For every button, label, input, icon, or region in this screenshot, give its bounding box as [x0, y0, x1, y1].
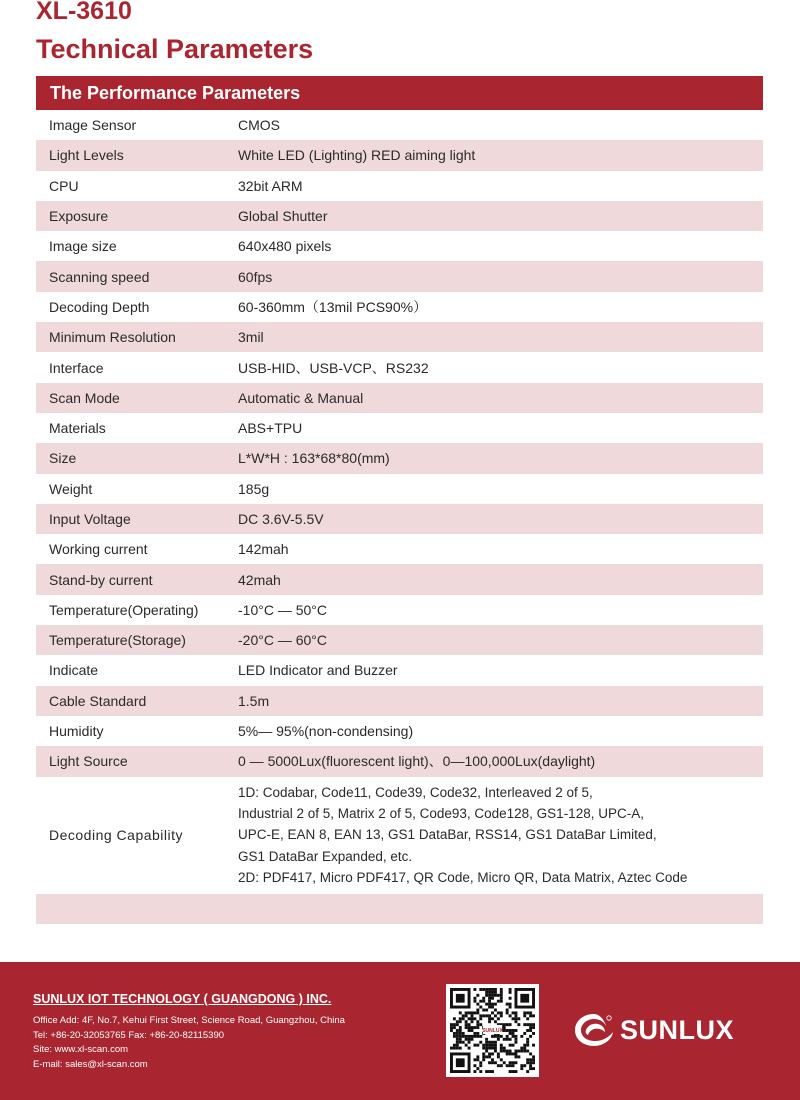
brand-logo	[572, 1010, 734, 1050]
sunlux-logo-icon	[572, 1010, 616, 1050]
spec-label: Working current	[49, 541, 148, 558]
spec-value: 1.5m	[238, 692, 270, 709]
spec-label: Indicate	[49, 662, 99, 679]
decoding-line: GS1 DataBar Expanded, etc.	[238, 848, 413, 864]
model-number: XL-3610	[36, 0, 132, 25]
spec-row	[36, 504, 763, 534]
spec-label: Scan Mode	[49, 389, 120, 406]
spec-row-decoding	[36, 777, 763, 894]
spec-value: 32bit ARM	[238, 177, 303, 194]
spec-value: ABS+TPU	[238, 420, 303, 437]
spec-label: Image Sensor	[49, 117, 137, 134]
phone-fax: Tel: +86-20-32053765 Fax: +86-20-82115390	[33, 1029, 225, 1041]
spec-row	[36, 292, 763, 322]
spec-label: Minimum Resolution	[49, 329, 176, 346]
spec-label: Interface	[49, 359, 104, 376]
spec-value: 142mah	[238, 541, 289, 558]
spec-value: CMOS	[238, 117, 280, 134]
spec-value: 42mah	[238, 571, 281, 588]
svg-text:SUNLUX: SUNLUX	[482, 1028, 503, 1034]
brand-name: SUNLUX	[620, 1014, 735, 1045]
spec-value: USB-HID、USB-VCP、RS232	[238, 359, 429, 376]
spec-label: Humidity	[49, 723, 104, 740]
qr-code	[446, 984, 539, 1077]
spec-value: 60-360mm（13mil PCS90%）	[238, 298, 428, 315]
contact-info	[33, 1014, 345, 1072]
spec-row	[36, 534, 763, 564]
spec-row	[36, 686, 763, 716]
spec-row	[36, 201, 763, 231]
spec-label: Decoding Depth	[49, 298, 150, 315]
spec-label: Light Levels	[49, 147, 124, 164]
spec-row	[36, 625, 763, 655]
spec-label: CPU	[49, 177, 79, 194]
spec-row	[36, 413, 763, 443]
spec-label: Temperature(Operating)	[49, 601, 199, 618]
spec-row	[36, 716, 763, 746]
spec-row	[36, 322, 763, 352]
decoding-line: Industrial 2 of 5, Matrix 2 of 5, Code93, Code128, GS1-128, UPC-A,	[238, 806, 644, 822]
decoding-line: UPC-E, EAN 8, EAN 13, GS1 DataBar, RSS14, GS1 DataBar Limited,	[238, 827, 657, 843]
decoding-line: 2D: PDF417, Micro PDF417, QR Code, Micro QR, Data Matrix, Aztec Code	[238, 869, 688, 885]
spec-row	[36, 140, 763, 170]
spec-value: LED Indicator and Buzzer	[238, 662, 398, 679]
spec-row	[36, 261, 763, 291]
spec-value: DC 3.6V-5.5V	[238, 511, 324, 527]
spec-value: 0 — 5000Lux(fluorescent light)、0—100,000Lux(daylight)	[238, 753, 596, 770]
spec-value: 185g	[238, 480, 270, 497]
spec-value: -10°C — 50°C	[238, 601, 328, 618]
spec-value: Automatic & Manual	[238, 389, 364, 406]
spec-label: Temperature(Storage)	[49, 632, 186, 649]
qr-code-image	[450, 988, 535, 1073]
email[interactable]: E-mail: sales@xl-scan.com	[33, 1058, 148, 1070]
spec-row	[36, 474, 763, 504]
spec-row	[36, 746, 763, 776]
spec-label: Image size	[49, 238, 117, 255]
spec-label: Input Voltage	[49, 511, 131, 527]
spec-row	[36, 110, 763, 140]
office-address: Office Add: 4F, No.7, Kehui First Street, Science Road, Guangzhou, China	[33, 1015, 345, 1026]
spec-row	[36, 231, 763, 261]
spec-label: Cable Standard	[49, 692, 147, 709]
spec-row-empty	[36, 894, 763, 924]
spec-row	[36, 655, 763, 685]
spec-table	[36, 110, 763, 924]
spec-value: 3mil	[238, 329, 264, 346]
section-header: The Performance Parameters	[36, 76, 763, 110]
spec-value	[226, 782, 763, 888]
spec-value: L*W*H : 163*68*80(mm)	[238, 450, 390, 467]
spec-row	[36, 595, 763, 625]
spec-label: Exposure	[49, 208, 109, 225]
spec-row	[36, 564, 763, 594]
spec-row	[36, 443, 763, 473]
spec-label: Materials	[49, 420, 106, 437]
page-title: Technical Parameters	[36, 34, 314, 64]
decoding-line: 1D: Codabar, Code11, Code39, Code32, Interleaved 2 of 5,	[238, 784, 593, 800]
spec-label: Weight	[49, 480, 93, 497]
spec-value: 5%— 95%(non-condensing)	[238, 723, 414, 740]
company-name: SUNLUX IOT TECHNOLOGY ( GUANGDONG ) INC.	[33, 992, 332, 1006]
footer	[0, 962, 800, 1100]
spec-label: Scanning speed	[49, 268, 150, 285]
spec-row	[36, 383, 763, 413]
website[interactable]: Site: www.xl-scan.com	[33, 1044, 129, 1055]
spec-value: 60fps	[238, 268, 273, 285]
spec-row	[36, 171, 763, 201]
spec-value: 640x480 pixels	[238, 238, 332, 255]
spec-label: Decoding Capability	[49, 827, 184, 844]
spec-value: Global Shutter	[238, 208, 328, 225]
spec-row	[36, 352, 763, 382]
spec-label: Light Source	[49, 753, 128, 770]
spec-label: Size	[49, 450, 77, 467]
spec-value: -20°C — 60°C	[238, 632, 328, 649]
spec-label: Stand-by current	[49, 571, 153, 588]
spec-value: White LED (Lighting) RED aiming light	[238, 147, 476, 164]
